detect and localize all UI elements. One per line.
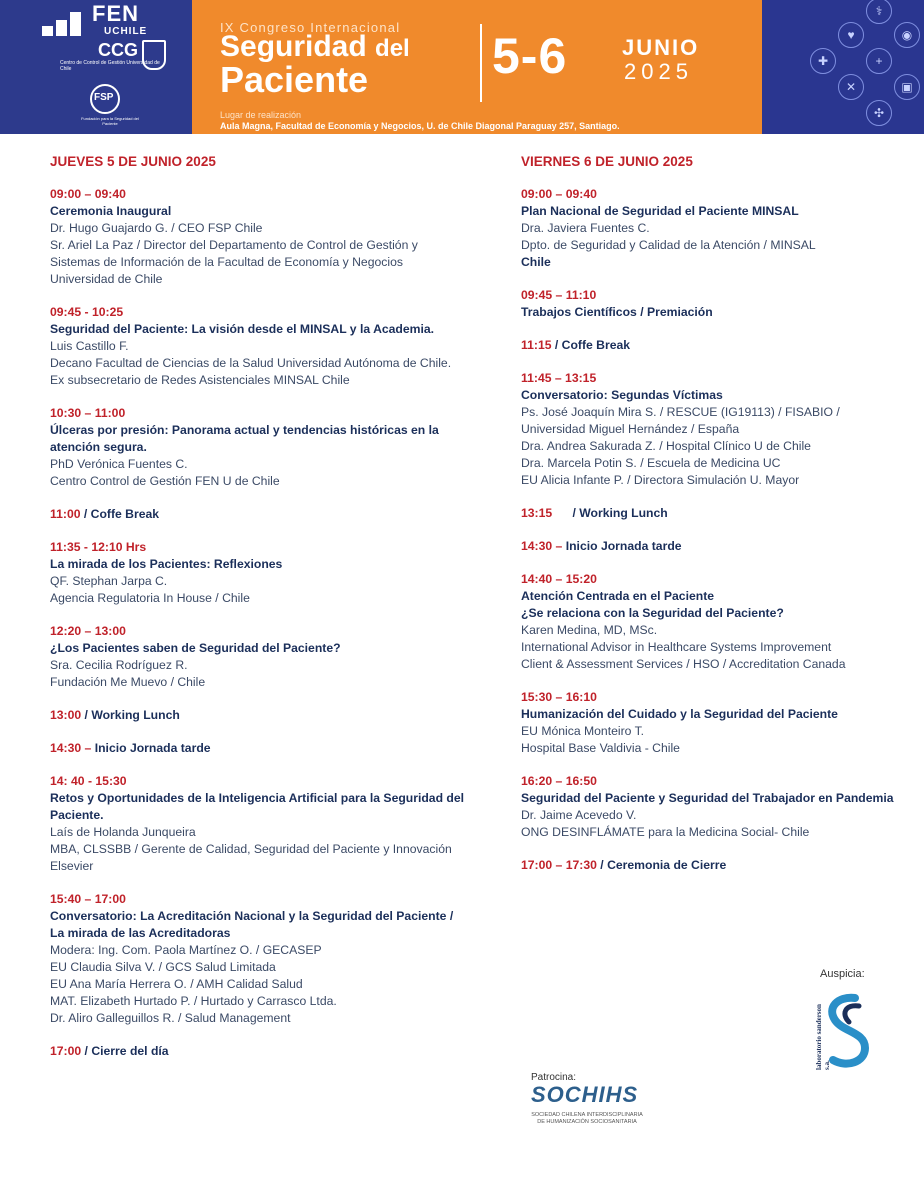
session-subtitle: ¿Se relaciona con la Seguridad del Paciente? (521, 606, 784, 620)
session-break (521, 857, 901, 874)
sanderson-logo (815, 992, 875, 1070)
session-title: Plan Nacional de Seguridad el Paciente MINSAL (521, 204, 799, 218)
cross-icon: ✣ (866, 100, 892, 126)
session-speaker: EU Mónica Monteiro T. (521, 724, 645, 738)
day2-title: VIERNES 6 DE JUNIO 2025 (521, 154, 693, 169)
session-title: Trabajos Científicos / Premiación (521, 305, 713, 319)
fen-uchile-logo (42, 1, 172, 37)
session-speaker: Laís de Holanda Junqueira (50, 825, 196, 839)
ccg-logo-text: CCG (98, 40, 138, 60)
session-speaker-affiliation: MBA, CLSSBB / Gerente de Calidad, Seguridad del Paciente y Innovación Elsevier (50, 842, 452, 873)
session-time: 14: 40 - 15:30 (50, 774, 127, 788)
session-break (521, 505, 901, 522)
session-title: / Ceremonia de Cierre (596, 858, 727, 872)
session-title: / Coffe Break (551, 338, 631, 352)
fsp-logo-subtext: Fundación para la Seguridad del Paciente (81, 116, 139, 126)
venue-address: Aula Magna, Facultad de Economía y Negocios, U. de Chile Diagonal Paraguay 257, Santiago. (220, 121, 620, 131)
session-time: 11:15 (521, 338, 552, 352)
sochihs-logo-subtext: SOCIEDAD CHILENA INTERDISCIPLINARIA DE HUMANIZACIÓN SOCIOSANITARIA (531, 1112, 643, 1125)
patrocina-label: Patrocina: (531, 1072, 577, 1083)
session-time: 11:35 - 12:10 Hrs (50, 540, 147, 554)
session (50, 623, 470, 691)
fen-logo-subtext: UCHILE (104, 26, 148, 37)
session-time: 09:00 – 09:40 (521, 187, 597, 201)
header-banner (0, 0, 924, 134)
session-speaker: Dr. Aliro Galleguillos R. / Salud Management (50, 1011, 291, 1025)
session (50, 405, 470, 490)
session-speaker: EU Ana María Herrera O. / AMH Calidad Salud (50, 977, 303, 991)
logos-panel (0, 0, 192, 134)
session-title: Ceremonia Inaugural (50, 204, 172, 218)
session-speaker: Ps. José Joaquín Mira S. / RESCUE (IG19113) / FISABIO / (521, 405, 840, 419)
session-time: 09:45 - 10:25 (50, 305, 124, 319)
session-speaker: EU Claudia Silva V. / GCS Salud Limitada (50, 960, 276, 974)
bar-chart-icon (42, 12, 81, 36)
session-title: Seguridad del Paciente y Seguridad del Trabajador en Pandemia (521, 791, 894, 805)
session-time: 17:00 (50, 1044, 82, 1058)
session-speaker: Luis Castillo F. (50, 339, 129, 353)
session-speaker: Dra. Javiera Fuentes C. (521, 221, 650, 235)
session-break (521, 538, 901, 555)
session-title: Úlceras por presión: Panorama actual y tendencias históricas en la atención segura. (50, 423, 439, 454)
session-speaker: QF. Stephan Jarpa C. (50, 574, 168, 588)
session-time: 10:30 – 11:00 (50, 406, 126, 420)
session (521, 186, 901, 271)
venue-label: Lugar de realización (220, 110, 302, 120)
session (521, 773, 901, 841)
session-time: 14:30 – (50, 741, 92, 755)
session-break (521, 337, 901, 354)
session-title: Conversatorio: Segundas Víctimas (521, 388, 723, 402)
congress-label: IX Congreso Internacional (220, 20, 401, 35)
session-speaker: Sra. Cecilia Rodríguez R. (50, 658, 188, 672)
session-speaker: Dr. Hugo Guajardo G. / CEO FSP Chile (50, 221, 263, 235)
session-time: 11:00 (50, 507, 81, 521)
session (521, 689, 901, 757)
session-speaker: Dra. Marcela Potin S. / Escuela de Medicina UC (521, 456, 781, 470)
session-speaker: PhD Verónica Fuentes C. (50, 457, 188, 471)
session (50, 891, 470, 1027)
session-time: 17:00 – 17:30 (521, 858, 597, 872)
ccg-logo-subtext: Centro de Control de Gestión Universidad de Chile (60, 60, 160, 72)
event-title-panel (192, 0, 762, 134)
session-title: Seguridad del Paciente: La visión desde el MINSAL y la Academia. (50, 322, 435, 336)
sochihs-logo-text: SOCHIHS (531, 1082, 639, 1107)
session-title: Humanización del Cuidado y la Seguridad del Paciente (521, 707, 838, 721)
session-speaker-affiliation: International Advisor in Healthcare Systems Improvement (521, 640, 832, 654)
session-time: 15:40 – 17:00 (50, 892, 126, 906)
ccg-logo (60, 40, 170, 78)
session-time: 15:30 – 16:10 (521, 690, 597, 704)
session-speaker-affiliation: Centro Control de Gestión FEN U de Chile (50, 474, 280, 488)
fen-logo-text: FEN (92, 1, 139, 26)
event-month: JUNIO (622, 35, 700, 60)
session-speaker-affiliation: Client & Assessment Services / HSO / Accreditation Canada (521, 657, 846, 671)
session-speaker: Dra. Andrea Sakurada Z. / Hospital Clínico U de Chile (521, 439, 811, 453)
title-divider (480, 24, 482, 102)
day2-column (521, 150, 901, 890)
medical-icon: ⚕ (866, 0, 892, 24)
session-moderator: Modera: Ing. Com. Paola Martínez O. / GECASEP (50, 943, 322, 957)
session-time: 14:40 – 15:20 (521, 572, 597, 586)
session-title: Inicio Jornada tarde (562, 539, 682, 553)
session-title: Conversatorio: La Acreditación Nacional y la Seguridad del Paciente / La mirada de las Acreditadoras (50, 909, 454, 940)
session-break (50, 1043, 470, 1060)
session (521, 287, 901, 321)
session-speaker: EU Alicia Infante P. / Directora Simulación U. Mayor (521, 473, 800, 487)
session (50, 186, 470, 288)
decorative-icons-panel (762, 0, 924, 134)
fsp-logo-text: FSP (94, 92, 114, 103)
session (521, 370, 901, 489)
event-dates: 5-6 (492, 28, 568, 84)
session (521, 571, 901, 673)
session-time: 11:45 – 13:15 (521, 371, 597, 385)
event-title-line2: Paciente (220, 59, 369, 100)
session-speaker-affiliation: Ex subsecretario de Redes Asistenciales MINSAL Chile (50, 373, 350, 387)
session-time: 13:00 (50, 708, 82, 722)
session-speaker-affiliation: Hospital Base Valdivia - Chile (521, 741, 680, 755)
plus-icon: + (866, 48, 892, 74)
event-title-line1: Seguridad del (220, 30, 410, 63)
session-speaker: Karen Medina, MD, MSc. (521, 623, 658, 637)
sanderson-logo-text: laboratorio sanderson s.a. (815, 1004, 831, 1070)
session-speaker: Sr. Ariel La Paz / Director del Departamento de Control de Gestión y Sistemas de Información de la Facultad de Economía y Negocios Universidad de Chile (50, 238, 418, 286)
session-time: 14:30 – (521, 539, 563, 553)
session-speaker-affiliation: Dpto. de Seguridad y Calidad de la Atención / MINSAL (521, 238, 816, 252)
session-speaker-affiliation: Agencia Regulatoria In House / Chile (50, 591, 250, 605)
session-speaker: Dr. Jaime Acevedo V. (521, 808, 637, 822)
auspicia-label: Auspicia: (820, 968, 865, 980)
session-time: 13:15 (521, 506, 553, 520)
heart-icon: ♥ (838, 22, 864, 48)
fsp-logo (78, 84, 142, 130)
session (50, 304, 470, 389)
session-speaker-affiliation: Fundación Me Muevo / Chile (50, 675, 206, 689)
session-time: 16:20 – 16:50 (521, 774, 597, 788)
session-title: ¿Los Pacientes saben de Seguridad del Paciente? (50, 641, 341, 655)
session-title: / Working Lunch (81, 708, 180, 722)
session-break (50, 707, 470, 724)
session-time: 09:45 – 11:10 (521, 288, 597, 302)
session (50, 539, 470, 607)
pill-icon: ◉ (894, 22, 920, 48)
session-title: / Cierre del día (81, 1044, 169, 1058)
event-year: 2025 (624, 59, 693, 84)
session-time: 09:00 – 09:40 (50, 187, 126, 201)
dna-icon: ✕ (838, 74, 864, 100)
session-title: Inicio Jornada tarde (91, 741, 211, 755)
day1-column (50, 150, 470, 1076)
session-break (50, 506, 470, 523)
session (50, 773, 470, 875)
sochihs-logo (531, 1082, 643, 1132)
session-title: Atención Centrada en el Paciente (521, 589, 715, 603)
session-break (50, 740, 470, 757)
session-speaker-affiliation: ONG DESINFLÁMATE para la Medicina Social- Chile (521, 825, 810, 839)
session-title: Retos y Oportunidades de la Inteligencia Artificial para la Seguridad del Paciente. (50, 791, 465, 822)
kit-icon: ▣ (894, 74, 920, 100)
session-speaker-affiliation: Decano Facultad de Ciencias de la Salud Universidad Autónoma de Chile. (50, 356, 452, 370)
session-speaker-country: Chile (521, 255, 551, 269)
syringe-icon: ✚ (810, 48, 836, 74)
session-title: / Working Lunch (552, 506, 668, 520)
session-title: La mirada de los Pacientes: Reflexiones (50, 557, 283, 571)
session-title: / Coffe Break (80, 507, 160, 521)
session-speaker: MAT. Elizabeth Hurtado P. / Hurtado y Carrasco Ltda. (50, 994, 337, 1008)
session-time: 12:20 – 13:00 (50, 624, 126, 638)
day1-title: JUEVES 5 DE JUNIO 2025 (50, 154, 216, 169)
session-speaker-affiliation: Universidad Miguel Hernández / España (521, 422, 740, 436)
